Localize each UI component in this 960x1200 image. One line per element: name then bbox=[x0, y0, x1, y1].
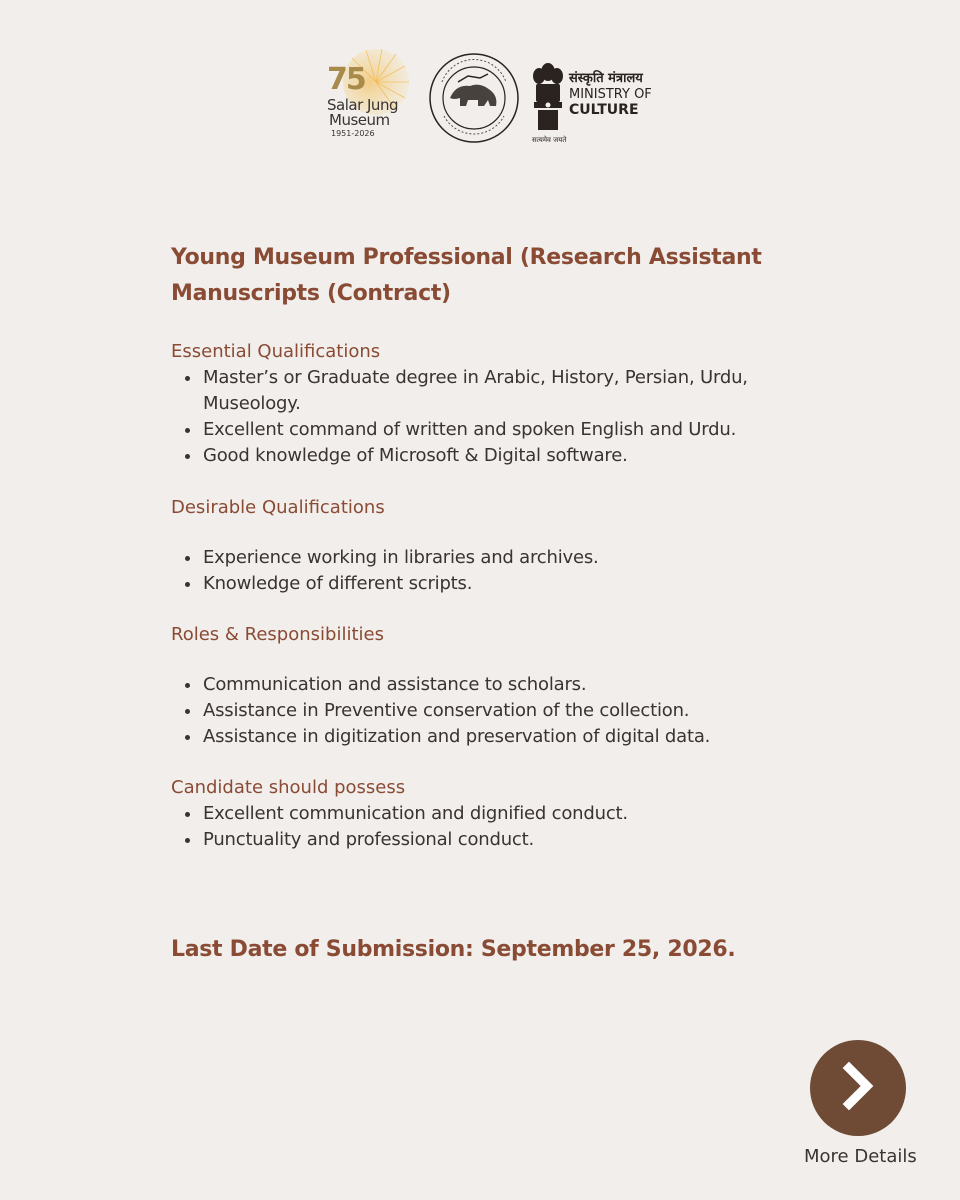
header-logos bbox=[320, 48, 680, 148]
candidate-list bbox=[171, 801, 811, 853]
anniversary-line2: Museum bbox=[329, 111, 390, 129]
job-title: Young Museum Professional (Research Assistant Manuscripts (Contract) bbox=[171, 245, 762, 306]
section-heading-desirable: Desirable Qualifications bbox=[171, 497, 385, 518]
ministry-line2: CULTURE bbox=[569, 102, 639, 118]
anniversary-years: 1951-2026 bbox=[331, 129, 375, 138]
list-item: Assistance in digitization and preservation of digital data. bbox=[203, 724, 811, 750]
more-details-button[interactable] bbox=[810, 1040, 906, 1136]
list-item: Punctuality and professional conduct. bbox=[203, 827, 811, 853]
job-details bbox=[171, 240, 811, 853]
list-item: Knowledge of different scripts. bbox=[203, 571, 811, 597]
essential-list bbox=[171, 365, 811, 469]
list-item: Experience working in libraries and archives. bbox=[203, 545, 811, 571]
list-item: Excellent command of written and spoken English and Urdu. bbox=[203, 417, 811, 443]
desirable-list bbox=[171, 545, 811, 597]
anniversary-number: 75 bbox=[327, 62, 365, 97]
list-item: Excellent communication and dignified conduct. bbox=[203, 801, 811, 827]
list-item: Communication and assistance to scholars. bbox=[203, 672, 811, 698]
national-emblem-icon bbox=[530, 58, 566, 136]
roles-list bbox=[171, 672, 811, 750]
section-heading-essential: Essential Qualifications bbox=[171, 341, 381, 362]
ministry-hindi: संस्कृति मंत्रालय bbox=[569, 71, 643, 86]
emblem-motto: सत्यमेव जयते bbox=[532, 136, 567, 144]
list-item: Good knowledge of Microsoft & Digital software. bbox=[203, 443, 811, 469]
anniversary-line1: Salar Jung bbox=[327, 96, 398, 114]
more-details-label[interactable]: More Details bbox=[804, 1146, 917, 1167]
section-heading-roles: Roles & Responsibilities bbox=[171, 624, 384, 645]
list-item: Assistance in Preventive conservation of the collection. bbox=[203, 698, 811, 724]
section-heading-candidate: Candidate should possess bbox=[171, 777, 406, 798]
ministry-line1: MINISTRY OF bbox=[569, 87, 652, 102]
anniversary-logo bbox=[326, 48, 418, 144]
submission-deadline: Last Date of Submission: September 25, 2026. bbox=[171, 937, 736, 962]
salar-jung-museum-seal-icon bbox=[428, 52, 520, 144]
list-item: Master’s or Graduate degree in Arabic, History, Persian, Urdu, Museology. bbox=[203, 365, 811, 417]
chevron-right-icon bbox=[810, 1040, 906, 1136]
